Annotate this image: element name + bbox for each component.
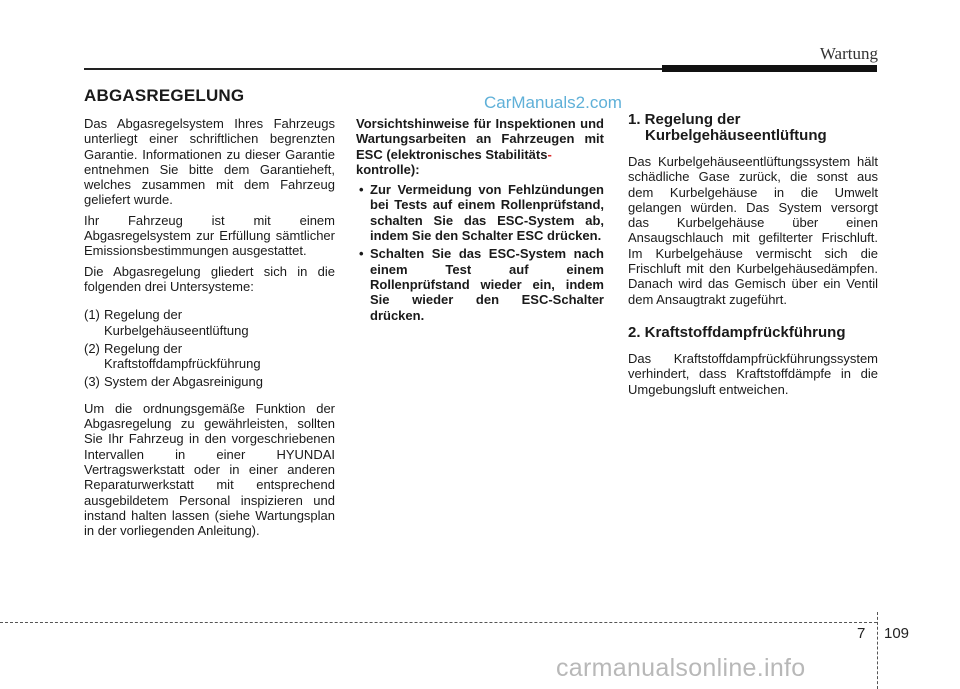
paragraph-maintenance: Um die ordnungsgemäße Funktion der Abgasregelung zu gewährleisten, sollten Sie Ihr Fahrzeug in den vorgeschriebenen Intervallen in einer HYUNDAI Vertragswerkstatt oder in einer anderen Reparaturwerkstatt mit entsprechend ausgebildetem Personal inspizieren und instand halten lassen (siehe Wartungsplan in der vorliegenden Anleitung). (84, 400, 335, 539)
list-text-cont: Kurbelgehäuseentlüftung (104, 322, 249, 338)
header-rule-thin (84, 68, 662, 70)
heading-crankcase-ventilation (628, 112, 878, 144)
footer-chapter-number: 7 (857, 625, 866, 642)
bullet-item: • Schalten Sie das ESC-System nach einem Test auf einem Rollenprüfstand wieder ein, indem Sie wieder den ESC-Schalter drücken. (356, 246, 604, 322)
chapter-header-title: Wartung (819, 44, 878, 63)
watermark-carmanuals2: CarManuals2.com (484, 93, 622, 112)
paragraph-equipment: Ihr Fahrzeug ist mit einem Abgasregelsystem zur Erfüllung sämtlicher Emissionsbestimmungen ausgestattet. (84, 212, 335, 259)
list-number: (2) (84, 340, 100, 356)
paragraph-warranty: Das Abgasregelsystem Ihres Fahrzeugs unterliegt einer schriftlichen begrenzten Garantie. Informationen zu dieser Garantie entnehmen Sie bitte dem Garantieheft, welches zusammen mit dem Fahrzeug geliefert wurde. (84, 116, 335, 208)
list-text: Regelung der (104, 340, 183, 356)
list-item (84, 341, 335, 372)
list-item (84, 374, 335, 389)
column-3 (628, 112, 878, 402)
esc-precautions-intro (356, 116, 604, 177)
column-2 (356, 116, 604, 326)
paragraph-evap: Das Kraftstoffdampfrückführungssystem verhindert, dass Kraftstoffdämpfe in die Umgebungsluft entweichen. (628, 350, 878, 397)
list-text: Regelung der (104, 307, 183, 323)
list-text: System der Abgasreinigung (104, 374, 263, 390)
header-rule-thick (662, 65, 877, 72)
esc-bullet-list (356, 182, 604, 323)
paragraph-subsystems-intro: Die Abgasregelung gliedert sich in die folgenden drei Untersysteme: (84, 263, 335, 294)
intro-text-end: kontrolle): (356, 161, 420, 177)
intro-text: Vorsichtshinweise für Inspektionen und Wartungsarbeiten an Fahrzeugen mit ESC (elektronisches Stabilitäts (356, 116, 604, 162)
footer-vertical-rule (877, 612, 878, 689)
paragraph-crankcase: Das Kurbelgehäuseentlüftungssystem hält schädliche Gase zurück, die sonst aus dem Kurbelgehäuse in die Umwelt gelangen würden. Das System versorgt das Kurbelgehäuse über einen Ansaugschlauch mit gefilterter Frischluft. Im Kurbelgehäuse vermischt sich die Frischluft mit den Kurbelgehäusedämpfen. Danach wird das Gemisch über ein Ventil dem Ansaugtrakt zugeführt. (628, 154, 878, 307)
footer-dashed-rule (0, 622, 877, 623)
list-number: (3) (84, 374, 100, 390)
heading-text: 1. Regelung der (628, 111, 741, 128)
list-number: (1) (84, 307, 100, 323)
section-title: ABGASREGELUNG (84, 86, 245, 105)
heading-text-cont: Kurbelgehäuseentlüftung (645, 127, 827, 144)
bullet-item: • Zur Vermeidung von Fehlzündungen bei Tests auf einem Rollenprüfstand, schalten Sie das ESC-System ab, indem Sie den Schalter ESC drücken. (356, 182, 604, 243)
column-1 (84, 116, 335, 543)
heading-evap-recovery: 2. Kraftstoffdampfrückführung (628, 323, 846, 341)
watermark-carmanualsonline: carmanualsonline.info (556, 654, 806, 682)
footer-page-number: 109 (884, 625, 910, 642)
list-text-cont: Kraftstoffdampfrückführung (104, 356, 261, 372)
subsystem-list (84, 307, 335, 389)
list-item (84, 307, 335, 338)
hyphen-mark: - (547, 146, 552, 162)
